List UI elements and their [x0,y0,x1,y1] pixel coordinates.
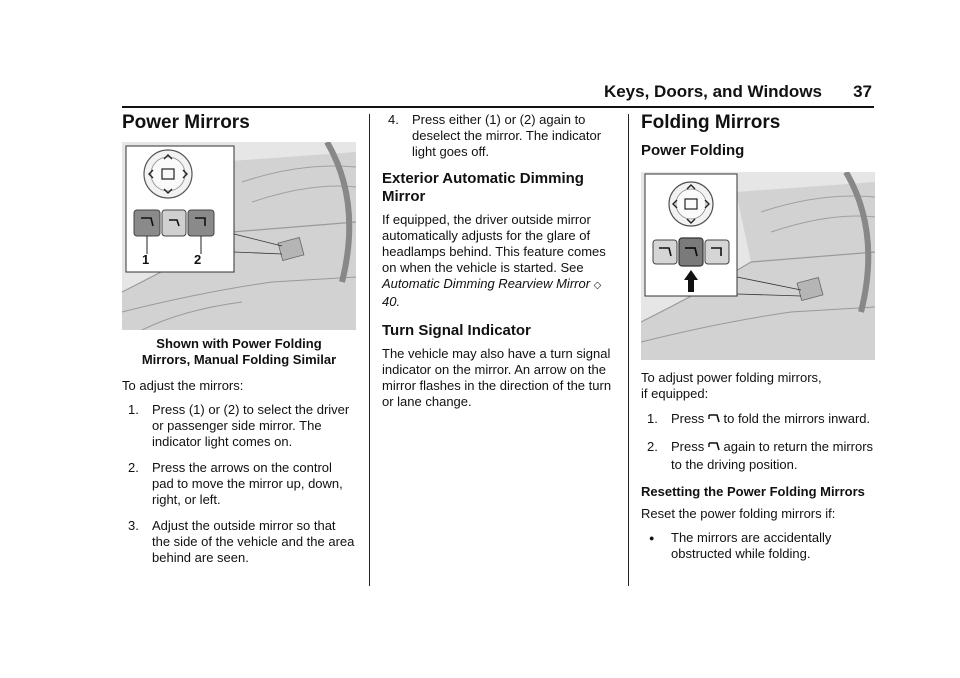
page-number: 37 [853,82,872,101]
continued-steps-list [382,112,616,160]
subheading-power-folding: Power Folding [641,142,745,159]
column-folding-mirrors [641,112,875,562]
section-heading-folding-mirrors: Folding Mirrors [641,112,781,133]
page-ref[interactable]: 40. [382,294,401,309]
column-mirror-features [382,112,616,418]
section-heading-turn-signal: Turn Signal Indicator [382,322,531,339]
fold-mirror-icon [708,440,720,452]
column-divider [628,114,629,586]
step-text: Press either (1) or (2) again to deselect the mirror. The indicator light goes off. [412,112,602,159]
step-text: Adjust the outside mirror so that the side of the vehicle and the area behind are seen. [152,518,355,565]
caption-line: Mirrors, Manual Folding Similar [141,352,337,367]
step-number: 3. [128,518,139,533]
list-item [122,460,356,508]
step-text-post: to fold the mirrors inward. [723,411,871,426]
section-heading-power-mirrors: Power Mirrors [122,112,250,133]
subheading-resetting: Resetting the Power Folding Mirrors [641,484,865,499]
callout-2: 2 [194,252,202,267]
step-number: 1. [128,402,139,417]
paragraph-reset-intro: Reset the power folding mirrors if: [641,506,836,521]
paragraph-intro [641,370,875,402]
column-power-mirrors [122,112,356,576]
mirror-control-figure [122,142,356,330]
cross-reference-link[interactable]: Automatic Dimming Rearview Mirror [382,276,591,291]
step-number: 2. [647,439,658,454]
step-text: Press the arrows on the control pad to move the mirror up, down, right, or left. [152,460,343,507]
mirror-switch-illustration [122,142,356,330]
paragraph-turn-signal: The vehicle may also have a turn signal indicator on the mirror. An arrow on the mirror flashes in the direction of the turn or lane change. [382,346,612,409]
step-text: Press (1) or (2) to select the driver or passenger side mirror. The indicator light comes on. [152,402,350,449]
folding-switch-illustration [641,172,875,360]
step-number: 4. [388,112,399,127]
figure-caption [122,336,356,368]
intro-line: To adjust power folding mirrors, [641,370,822,385]
step-text-post: again to return the mirrors to the driving position. [671,439,874,472]
paragraph-auto-dimming [382,212,616,310]
fold-mirror-icon [708,412,720,424]
caption-line: Shown with Power Folding [156,336,322,351]
page-ref-symbol: ◇ [593,280,602,291]
list-item [382,112,616,160]
bullet-text: The mirrors are accidentally obstructed while folding. [671,530,832,561]
list-item [641,438,875,474]
folding-steps-list [641,410,875,474]
callout-1: 1 [142,252,150,267]
running-header [122,82,874,108]
adjust-steps-list [122,402,356,566]
column-divider [369,114,370,586]
header-title: Keys, Doors, and Windows [603,82,822,101]
section-heading-auto-dimming: Exterior Automatic Dimming Mirror [382,170,584,205]
step-text-pre: Press [671,411,705,426]
paragraph-intro: To adjust the mirrors: [122,378,244,393]
folding-switch-figure [641,172,875,360]
list-item [641,410,875,428]
step-text-pre: Press [671,439,705,454]
list-item [122,402,356,450]
step-number: 1. [647,411,658,426]
paragraph-text: If equipped, the driver outside mirror automatically adjusts for the glare of headlamps behind. This feature comes on when the vehicle is started. See [382,212,606,275]
list-item [641,530,875,562]
step-number: 2. [128,460,139,475]
intro-line: if equipped: [641,386,709,401]
bullet-icon: ● [649,533,655,543]
list-item [122,518,356,566]
